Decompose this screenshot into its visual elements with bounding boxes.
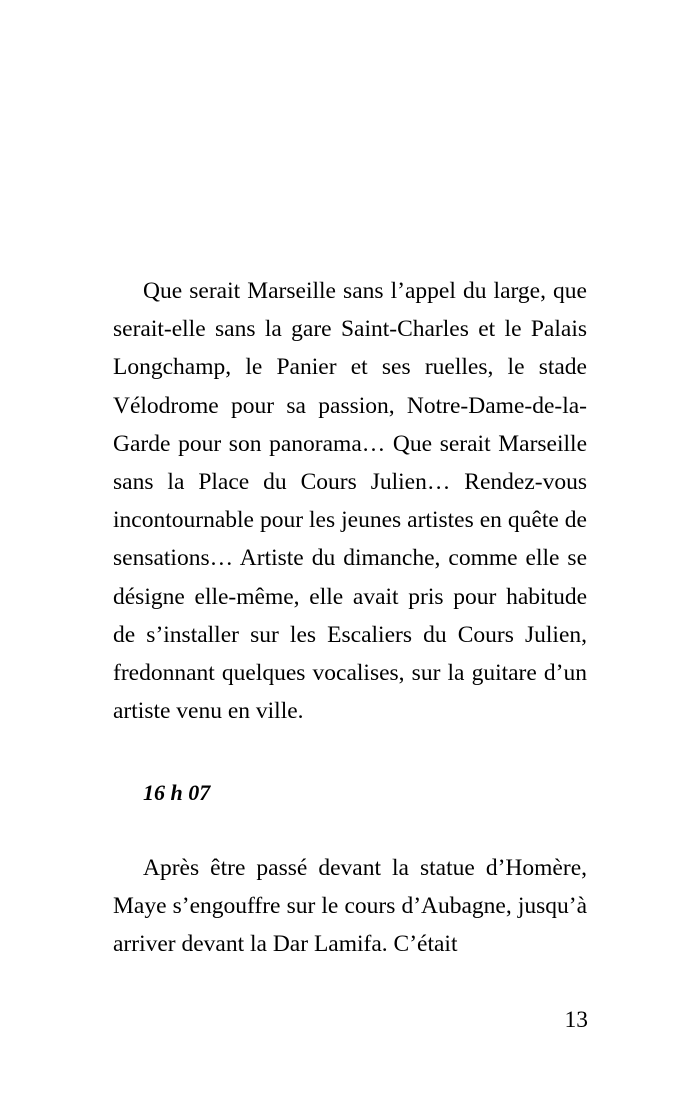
text-column — [113, 272, 587, 963]
page-number: 13 — [564, 1007, 588, 1033]
spacer-after-timestamp — [113, 813, 587, 849]
paragraph-2: Après être passé devant la statue d’Homère, Maye s’engouffre sur le cours d’Aubagne, jusqu’à arriver devant la Dar Lamifa. C’était — [113, 854, 587, 958]
timestamp-heading: 16 h 07 — [143, 780, 211, 806]
spacer-before-timestamp — [113, 730, 587, 774]
paragraph-1: Que serait Marseille sans l’appel du large, que serait-elle sans la gare Saint-Charles et le Palais Longchamp, le Panier et ses ruelles, le stade Vélodrome pour sa passion, Notre-Dame-de-la-Garde pour son panorama… Que serait Marseille sans la Place du Cours Julien… Rendez-vous incontournable pour les jeunes artistes en quête de sensations… Artiste du dimanche, comme elle se désigne elle-même, elle avait pris pour habitude de s’installer sur les Escaliers du Cours Julien, fredonnant quelques vocalises, sur la guitare d’un artiste venu en ville. — [113, 278, 587, 725]
